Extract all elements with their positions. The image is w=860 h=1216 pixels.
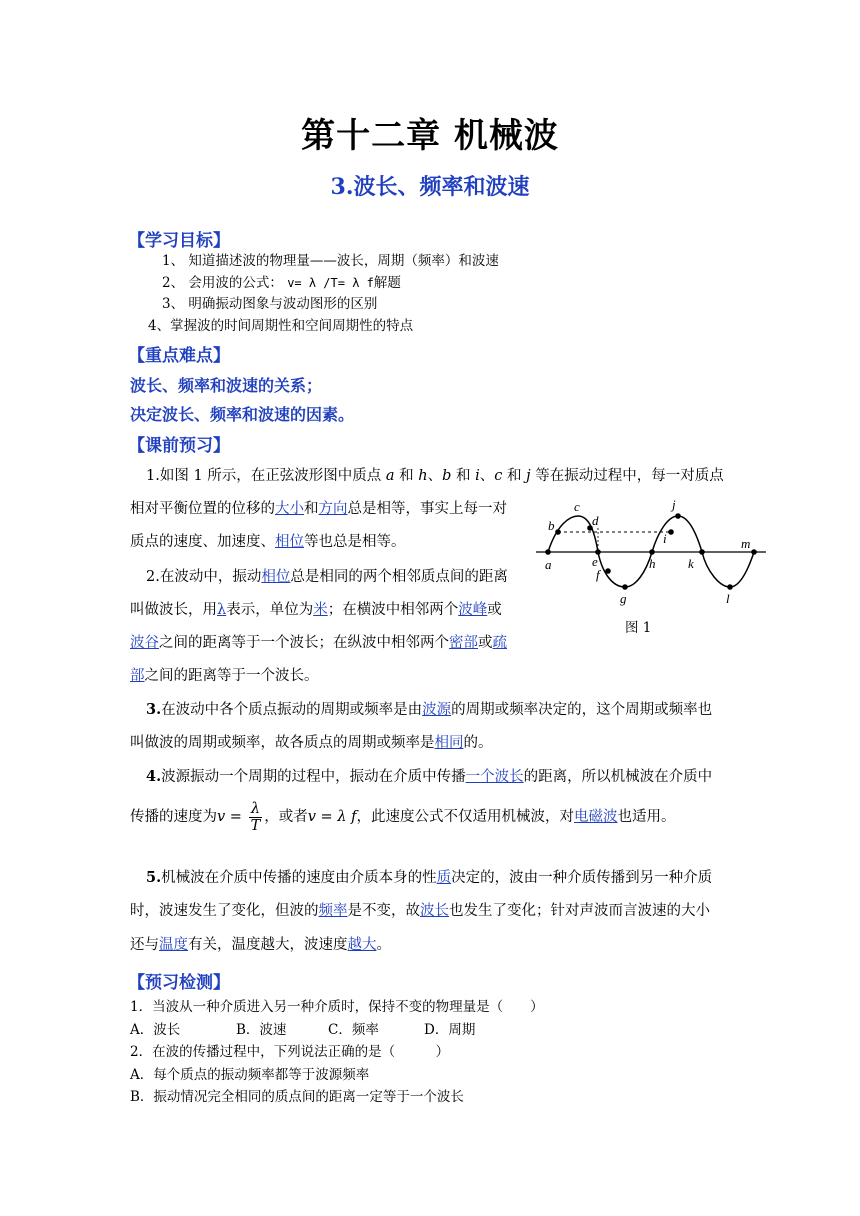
label-l: l xyxy=(726,591,730,606)
wave-formula: v= λ /T= λ f xyxy=(287,276,374,290)
answer-blank: 频率 xyxy=(318,903,348,919)
label-c: c xyxy=(574,499,580,514)
p3-line1 xyxy=(146,698,712,719)
var: h xyxy=(418,468,428,484)
answer-blank: 部 xyxy=(130,668,145,684)
text: 在波动中各个质点振动的周期或频率是由 xyxy=(161,702,423,718)
p5-line2 xyxy=(130,899,710,920)
keypoint-2: 决定波长、频率和波速的因素。 xyxy=(130,405,355,424)
text: 2.在波动中，振动 xyxy=(146,569,262,585)
question-1: 1．当波从一种介质进入另一种介质时，保持不变的物理量是（ ） xyxy=(130,999,544,1015)
text: 机械波在介质中传播的速度由介质本身的性 xyxy=(161,870,437,886)
text: = xyxy=(225,809,247,825)
point-k xyxy=(699,549,705,555)
answer-blank: 方向 xyxy=(318,501,348,517)
keypoints-heading: 【重点难点】 xyxy=(128,346,230,366)
question-1-option-a: A．波长 xyxy=(130,1022,181,1038)
p1-line1 xyxy=(146,464,724,485)
chapter-title: 第十二章 机械波 xyxy=(301,116,559,156)
label-d: d xyxy=(592,513,599,528)
answer-blank: 电磁波 xyxy=(574,809,618,825)
text: 和 xyxy=(502,468,527,484)
p4-line2 xyxy=(130,800,676,834)
text: ，或者 xyxy=(264,809,308,825)
figure-1-caption: 图 1 xyxy=(625,620,652,636)
var: v xyxy=(307,809,316,825)
question-2-option-a: A．每个质点的振动频率都等于波源频率 xyxy=(130,1067,370,1083)
text: 也适用。 xyxy=(617,809,676,825)
point-l xyxy=(727,584,733,590)
label-f: f xyxy=(596,567,600,582)
paragraph-number: 3. xyxy=(146,701,162,718)
point-j xyxy=(675,513,681,519)
label-a: a xyxy=(545,557,552,572)
text: 或 xyxy=(487,602,502,618)
question-2-option-b: B．振动情况完全相同的质点间的距离一定等于一个波长 xyxy=(130,1089,464,1105)
point-h xyxy=(649,549,655,555)
var: v xyxy=(217,809,226,825)
numerator: λ xyxy=(249,801,263,818)
p2-line1 xyxy=(146,565,508,586)
text: 之间的距离等于一个波长。 xyxy=(144,668,319,684)
p1-line2 xyxy=(130,497,507,518)
answer-blank: 温度 xyxy=(159,937,188,953)
answer-blank: 相位 xyxy=(275,534,304,550)
text: 的。 xyxy=(463,735,493,751)
point-f xyxy=(605,568,611,574)
keypoint-1: 波长、频率和波速的关系； xyxy=(130,376,323,395)
answer-blank: 密部 xyxy=(449,635,478,651)
answer-blank: 波长 xyxy=(420,903,449,919)
text: ，此速度公式不仅适用机械波，对 xyxy=(356,809,574,825)
var: λ f xyxy=(337,809,357,825)
label-j: j xyxy=(672,497,676,512)
label-i: i xyxy=(663,531,667,546)
objectives-heading: 【学习目标】 xyxy=(128,231,230,251)
p4-line1 xyxy=(146,765,712,786)
text: 表示，单位为 xyxy=(226,602,314,618)
text: 决定的，波由一种介质传播到另一种介质 xyxy=(451,870,713,886)
var: c xyxy=(494,468,503,484)
text: 有关，温度越大，波速度 xyxy=(188,937,348,953)
preview-heading: 【课前预习】 xyxy=(128,436,230,456)
answer-blank: 越大 xyxy=(347,937,377,953)
label-e: e xyxy=(592,554,598,569)
objective-item-2-text: 2、 会用波的公式： xyxy=(162,275,283,291)
answer-blank: 相同 xyxy=(434,735,464,751)
text: 等也总是相等。 xyxy=(304,534,406,550)
point-i xyxy=(668,529,674,535)
var: j xyxy=(526,468,531,484)
var: a xyxy=(385,468,395,484)
text: = xyxy=(315,809,338,825)
text: ；在横波中相邻两个 xyxy=(327,602,459,618)
text: 总是相等，事实上每一对 xyxy=(347,501,507,517)
objective-item-3: 3、 明确振动图象与波动图形的区别 xyxy=(162,296,378,312)
text: 和 xyxy=(451,468,476,484)
denominator: T xyxy=(250,817,261,834)
answer-blank: 质 xyxy=(436,870,452,886)
text: 传播的速度为 xyxy=(130,809,217,825)
point-a xyxy=(545,549,551,555)
text: 和 xyxy=(394,468,419,484)
text: 。 xyxy=(376,937,391,953)
answer-blank: 一个波长 xyxy=(465,769,524,785)
answer-blank: 波谷 xyxy=(130,635,159,651)
label-h: h xyxy=(649,556,656,571)
p5-line1 xyxy=(146,866,712,887)
point-m xyxy=(751,549,757,555)
objective-item-1: 1、 知道描述波的物理量——波长，周期（频率）和波速 xyxy=(162,253,499,269)
text: 是不变，故 xyxy=(347,903,420,919)
objective-item-4: 4、掌握波的时间周期性和空间周期性的特点 xyxy=(148,318,414,334)
p2-line3 xyxy=(130,631,507,652)
answer-blank: 疏 xyxy=(492,635,507,651)
text: 相对平衡位置的位移的 xyxy=(130,501,275,517)
answer-blank: 波源 xyxy=(422,702,452,718)
answer-blank: λ xyxy=(217,602,227,618)
objective-item-2 xyxy=(162,271,401,291)
text: 波源振动一个周期的过程中，振动在介质中传播 xyxy=(161,769,466,785)
paragraph-number: 5. xyxy=(146,869,162,886)
paragraph-number: 4. xyxy=(146,768,162,785)
question-1-option-b: B．波速 xyxy=(236,1022,287,1038)
text: 质点的速度、加速度、 xyxy=(130,534,275,550)
point-b xyxy=(555,529,561,535)
label-m: m xyxy=(741,536,751,551)
check-heading: 【预习检测】 xyxy=(128,973,230,993)
section-title: 3.波长、频率和波速 xyxy=(330,174,530,200)
text: 等在振动过程中，每一对质点 xyxy=(530,468,724,484)
text: 也发生了变化；针对声波而言波速的大小 xyxy=(449,903,710,919)
p2-line4 xyxy=(130,664,319,685)
answer-blank: 米 xyxy=(313,602,328,618)
text: 或 xyxy=(478,635,493,651)
text: 、 xyxy=(479,468,495,484)
label-k: k xyxy=(688,556,694,571)
question-2: 2．在波的传播过程中，下列说法正确的是（ ） xyxy=(130,1044,450,1060)
p5-line3 xyxy=(130,933,391,954)
answer-blank: 大小 xyxy=(275,501,304,517)
p2-line2 xyxy=(130,598,502,619)
label-g: g xyxy=(620,591,627,606)
var: i xyxy=(475,468,480,484)
question-1-option-d: D．周期 xyxy=(424,1022,476,1038)
p1-line3 xyxy=(130,530,406,551)
text: 和 xyxy=(304,501,319,517)
text: 叫做波的周期或频率，故各质点的周期或频率是 xyxy=(130,735,435,751)
text: 还与 xyxy=(130,937,159,953)
text: 1.如图 1 所示，在正弦波形图中质点 xyxy=(146,468,386,484)
text: 、 xyxy=(427,468,443,484)
text: 时，波速发生了变化，但波的 xyxy=(130,903,319,919)
answer-blank: 波峰 xyxy=(458,602,488,618)
objective-item-2-suffix: 解题 xyxy=(373,275,401,291)
point-g xyxy=(622,584,628,590)
lambda-over-T xyxy=(249,801,263,834)
text: 总是相同的两个相邻质点间的距离 xyxy=(290,569,508,585)
text: 之间的距离等于一个波长；在纵波中相邻两个 xyxy=(159,635,449,651)
label-b: b xyxy=(548,518,555,533)
text: 的距离，所以机械波在介质中 xyxy=(523,769,713,785)
text: 的周期或频率决定的，这个周期或频率也 xyxy=(451,702,713,718)
p3-line2 xyxy=(130,731,493,752)
var: b xyxy=(442,468,452,484)
question-1-option-c: C．频率 xyxy=(328,1022,379,1038)
answer-blank: 相位 xyxy=(261,569,291,585)
text: 叫做波长，用 xyxy=(130,602,217,618)
